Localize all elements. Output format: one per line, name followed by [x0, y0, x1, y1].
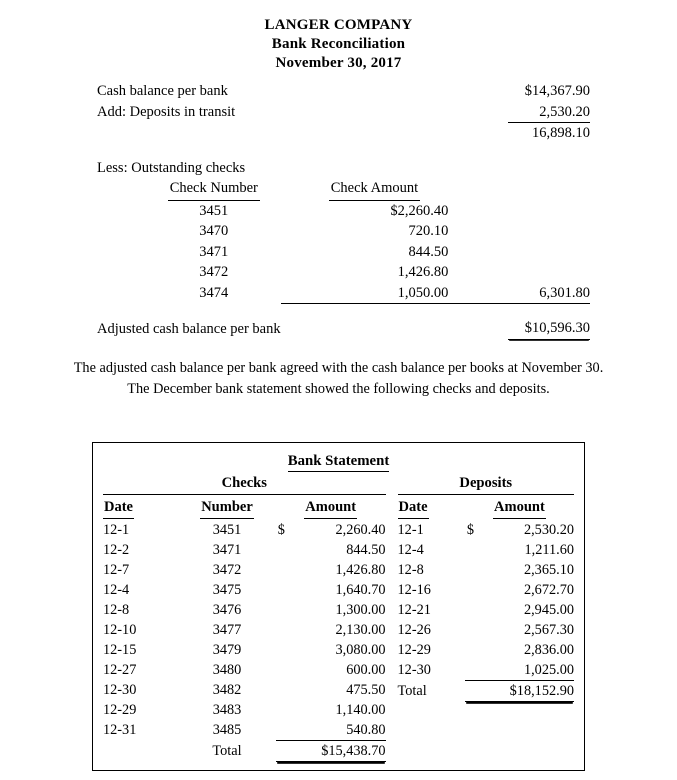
reconciliation-table: [97, 81, 590, 340]
outstanding-checks-total: 6,301.80: [508, 283, 590, 304]
deposit-amount: 2,672.70: [523, 582, 574, 598]
outstanding-check-number: 3470: [199, 223, 229, 239]
outstanding-check-amount: 1,426.80: [397, 264, 449, 280]
less-outstanding-row: [97, 158, 590, 179]
deposit-date: 12-21: [397, 602, 431, 618]
check-number: 3477: [212, 622, 242, 638]
deposit-date: 12-4: [397, 542, 424, 558]
deposit-amount-cell: [465, 580, 574, 600]
check-amount-header-cell: [281, 178, 509, 201]
checks-total-label: Total: [212, 743, 242, 759]
check-date: 12-7: [103, 562, 130, 578]
table-row: [398, 660, 574, 681]
bank-reconciliation-section: [0, 0, 677, 340]
check-number-header-cell: [97, 178, 281, 201]
deposit-amount: 1,211.60: [524, 542, 574, 558]
table-row: [398, 560, 574, 580]
outstanding-check-number: 3451: [199, 202, 229, 219]
table-row: [103, 540, 386, 560]
narrative-text: [0, 358, 677, 400]
bank-statement-box: [92, 442, 585, 771]
check-number-header: Check Number: [168, 178, 260, 201]
check-number: 3475: [212, 582, 242, 598]
subtotal-row: [97, 123, 590, 144]
subtotal-spacer: [281, 123, 509, 144]
narrative-line-1: The adjusted cash balance per bank agreed with the cash balance per books at November 30.: [73, 360, 604, 376]
check-date: 12-1: [103, 522, 130, 538]
check-amount-cell: [276, 620, 386, 640]
checks-number-header-cell: [178, 495, 276, 520]
deposit-amount-cell: [465, 540, 574, 560]
outstanding-header-spacer: [508, 178, 590, 201]
table-row: [103, 680, 386, 700]
deposit-date: 12-29: [397, 642, 431, 658]
bank-statement-title-wrap: [103, 453, 574, 472]
cash-balance-spacer: [281, 81, 509, 102]
check-number: 3482: [212, 682, 242, 698]
check-amount: 600.00: [346, 662, 386, 678]
cash-balance-label: Cash balance per bank: [97, 83, 228, 99]
deposit-amount-cell: [465, 560, 574, 580]
check-amount-cell: [276, 520, 386, 540]
table-row: [398, 600, 574, 620]
deposit-date: 12-1: [397, 522, 424, 538]
checks-date-header-cell: [103, 495, 178, 520]
table-row: [103, 560, 386, 580]
check-amount: 1,140.00: [335, 702, 386, 718]
gap-row: [97, 144, 590, 158]
less-outstanding-spacer: [281, 158, 509, 179]
cash-balance-amount: $14,367.90: [524, 83, 590, 99]
check-amount-header: Check Amount: [329, 178, 420, 201]
table-row: [398, 620, 574, 640]
check-number: 3472: [212, 562, 242, 578]
checks-amount-header: Amount: [304, 497, 357, 519]
less-outstanding-amount-blank: [508, 158, 590, 179]
deposits-amount-header-cell: [465, 495, 574, 520]
outstanding-check-amount: 844.50: [408, 243, 449, 260]
check-number: 3483: [212, 702, 242, 718]
deposit-amount-cell: [465, 520, 574, 540]
check-date: 12-2: [103, 542, 130, 558]
deposits-total-amount: $18,152.90: [465, 681, 574, 702]
check-number: 3480: [212, 662, 242, 678]
adjusted-balance-spacer: [281, 318, 509, 339]
table-row: [103, 520, 386, 540]
deposits-pane: [398, 474, 574, 702]
outstanding-header-row: [97, 178, 590, 201]
checks-total-spacer: [103, 741, 178, 762]
check-amount-cell: [276, 680, 386, 700]
deposits-in-transit-amount: 2,530.20: [508, 102, 590, 123]
adjusted-balance-amount: $10,596.30: [508, 318, 590, 339]
table-row: [103, 700, 386, 720]
check-amount-cell: [276, 600, 386, 620]
outstanding-row-spacer: [508, 262, 590, 283]
check-amount-cell: [276, 540, 386, 560]
checks-total-amount: $15,438.70: [276, 741, 386, 762]
check-date: 12-4: [103, 582, 130, 598]
table-row: [103, 600, 386, 620]
table-row: [398, 520, 574, 540]
outstanding-check-amount: 1,050.00: [281, 283, 509, 304]
check-number: 3485: [212, 722, 242, 739]
check-amount: 475.50: [346, 682, 386, 698]
adjusted-balance-row: [97, 318, 590, 339]
table-row: [103, 620, 386, 640]
table-row: [398, 640, 574, 660]
deposit-amount: 2,530.20: [523, 522, 574, 538]
table-row: [97, 242, 590, 263]
table-row: [103, 720, 386, 741]
check-amount-cell: [276, 700, 386, 720]
check-amount: 1,426.80: [335, 562, 386, 578]
deposit-date: 12-30: [397, 662, 431, 679]
check-amount: 1,300.00: [335, 602, 386, 618]
deposits-in-transit-row: [97, 102, 590, 123]
less-outstanding-label: Less: Outstanding checks: [97, 159, 246, 176]
checks-table: [103, 495, 386, 762]
table-row: [398, 580, 574, 600]
check-number: 3476: [212, 602, 242, 618]
subtotal-amount: 16,898.10: [532, 125, 590, 141]
outstanding-row-spacer: [508, 221, 590, 242]
deposits-total-row: [398, 681, 574, 702]
deposit-amount: 2,836.00: [523, 642, 574, 658]
check-date: 12-30: [103, 682, 137, 698]
deposits-date-header: Date: [398, 497, 429, 519]
deposit-date: 12-8: [397, 562, 424, 578]
deposit-amount-cell: [465, 600, 574, 620]
check-date: 12-15: [103, 642, 137, 658]
subtotal-label: [97, 123, 281, 144]
checks-amount-header-cell: [276, 495, 386, 520]
table-row: [103, 660, 386, 680]
table-row: [398, 540, 574, 560]
deposits-date-header-cell: [398, 495, 465, 520]
check-amount-cell: [276, 720, 386, 741]
narrative-line-2: The December bank statement showed the following checks and deposits.: [127, 381, 550, 397]
check-date: 12-31: [103, 722, 137, 739]
check-number: 3471: [212, 542, 242, 558]
checks-total-row: [103, 741, 386, 762]
bank-statement-title: Bank Statement: [288, 453, 390, 472]
table-row: [103, 640, 386, 660]
check-amount: 3,080.00: [335, 642, 386, 658]
report-title: Bank Reconciliation: [271, 36, 406, 52]
adjusted-balance-label: Adjusted cash balance per bank: [97, 320, 281, 337]
check-amount: 2,260.40: [335, 522, 386, 538]
reconciliation-title-block: [0, 0, 677, 73]
deposit-amount-cell: [465, 620, 574, 640]
deposits-amount-header: Amount: [493, 497, 546, 519]
deposit-amount: 2,945.00: [523, 602, 574, 618]
check-amount-cell: [276, 660, 386, 680]
checks-date-header: Date: [103, 497, 134, 519]
currency-symbol: $: [277, 522, 285, 538]
table-row: [97, 201, 590, 222]
deposit-amount: 2,365.10: [523, 562, 574, 578]
deposit-amount-cell: [465, 660, 574, 681]
outstanding-row-spacer: [508, 242, 590, 263]
checks-pane: [103, 474, 386, 762]
check-date: 12-27: [103, 662, 137, 678]
check-date: 12-10: [103, 622, 137, 638]
deposits-table: [398, 495, 574, 702]
currency-symbol: $: [466, 522, 475, 538]
report-date: November 30, 2017: [275, 55, 402, 71]
check-amount-cell: [276, 640, 386, 660]
deposit-amount: 2,567.30: [523, 622, 574, 638]
check-amount: 844.50: [346, 542, 386, 558]
check-amount: 2,130.00: [335, 622, 386, 638]
deposits-group-header: Deposits: [398, 474, 574, 495]
deposit-amount-cell: [465, 640, 574, 660]
outstanding-check-amount: $2,260.40: [390, 202, 449, 219]
check-date: 12-8: [103, 602, 130, 618]
outstanding-check-number: 3471: [199, 243, 229, 260]
deposits-in-transit-spacer: [281, 102, 509, 123]
table-row: [103, 580, 386, 600]
checks-group-header: Checks: [103, 474, 386, 495]
outstanding-row-spacer: [508, 201, 590, 222]
table-row: [97, 283, 590, 304]
check-amount: 540.80: [346, 722, 386, 738]
deposits-in-transit-label: Add: Deposits in transit: [97, 104, 236, 120]
outstanding-check-amount: 720.10: [408, 223, 449, 239]
gap-row-2: [97, 304, 590, 319]
outstanding-check-number: 3474: [199, 285, 229, 301]
company-name: LANGER COMPANY: [264, 17, 413, 33]
deposits-header-row: [398, 495, 574, 520]
outstanding-check-number: 3472: [199, 264, 229, 280]
check-number: 3451: [212, 522, 242, 538]
deposits-total-label: Total: [397, 683, 427, 699]
deposit-date: 12-26: [397, 622, 431, 638]
table-row: [97, 262, 590, 283]
check-number: 3479: [212, 642, 242, 658]
cash-balance-row: [97, 81, 590, 102]
checks-header-row: [103, 495, 386, 520]
check-amount: 1,640.70: [335, 582, 386, 598]
check-amount-cell: [276, 580, 386, 600]
deposit-amount: 1,025.00: [523, 662, 574, 678]
checks-number-header: Number: [200, 497, 254, 519]
check-date: 12-29: [103, 702, 137, 718]
table-row: [97, 221, 590, 242]
deposit-date: 12-16: [397, 582, 431, 598]
check-amount-cell: [276, 560, 386, 580]
